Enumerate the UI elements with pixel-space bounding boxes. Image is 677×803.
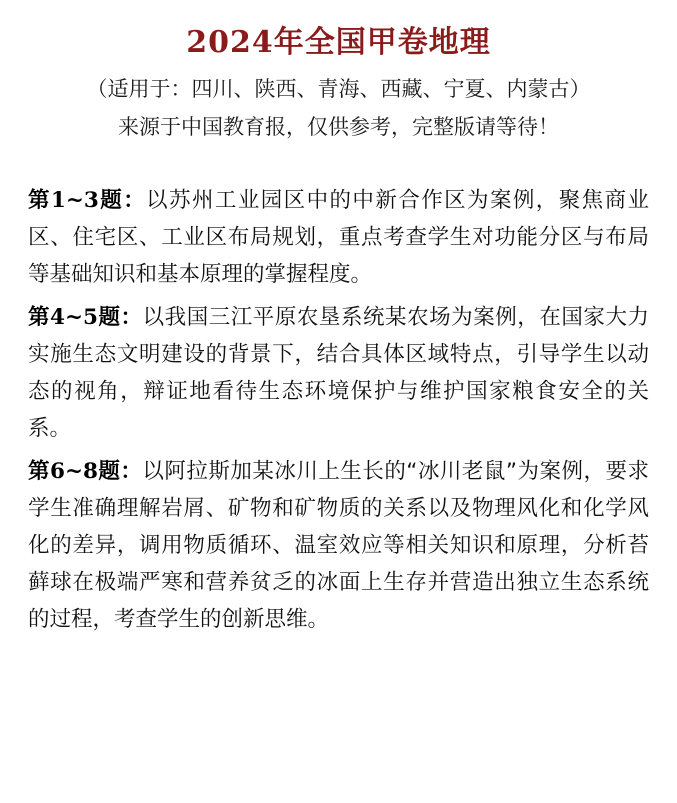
question-label: 第4~5题： bbox=[28, 305, 143, 330]
question-description: 以苏州工业园区中的中新合作区为案例，聚焦商业区、住宅区、工业区布局规划，重点考查学生对功能分区与布局等基础知识和基本原理的掌握程度。 bbox=[28, 188, 649, 287]
question-description: 以我国三江平原农垦系统某农场为案例，在国家大力实施生态文明建设的背景下，结合具体区域特点，引导学生以动态的视角，辩证地看待生态环境保护与维护国家粮食安全的关系。 bbox=[28, 305, 649, 441]
document-title: 2024年全国甲卷地理 bbox=[186, 25, 491, 60]
question-item-1-3 bbox=[28, 182, 649, 293]
question-item-6-8 bbox=[28, 453, 649, 638]
question-description: 以阿拉斯加某冰川上生长的“冰川老鼠”为案例，要求学生准确理解岩屑、矿物和矿物质的关系以及物理风化和化学风化的差异，调用物质循环、温室效应等相关知识和原理，分析苔藓球在极端严寒和营养贫乏的冰面上生存并营造出独立生态系统的过程，考查学生的创新思维。 bbox=[28, 459, 649, 632]
source-note: 来源于中国教育报，仅供参考，完整版请等待！ bbox=[118, 115, 559, 139]
question-label: 第6~8题： bbox=[28, 459, 143, 484]
question-analysis-list bbox=[28, 182, 649, 638]
question-item-4-5 bbox=[28, 299, 649, 447]
applicable-regions: （适用于：四川、陕西、青海、西藏、宁夏、内蒙古） bbox=[86, 77, 591, 101]
question-label: 第1~3题： bbox=[28, 188, 147, 213]
